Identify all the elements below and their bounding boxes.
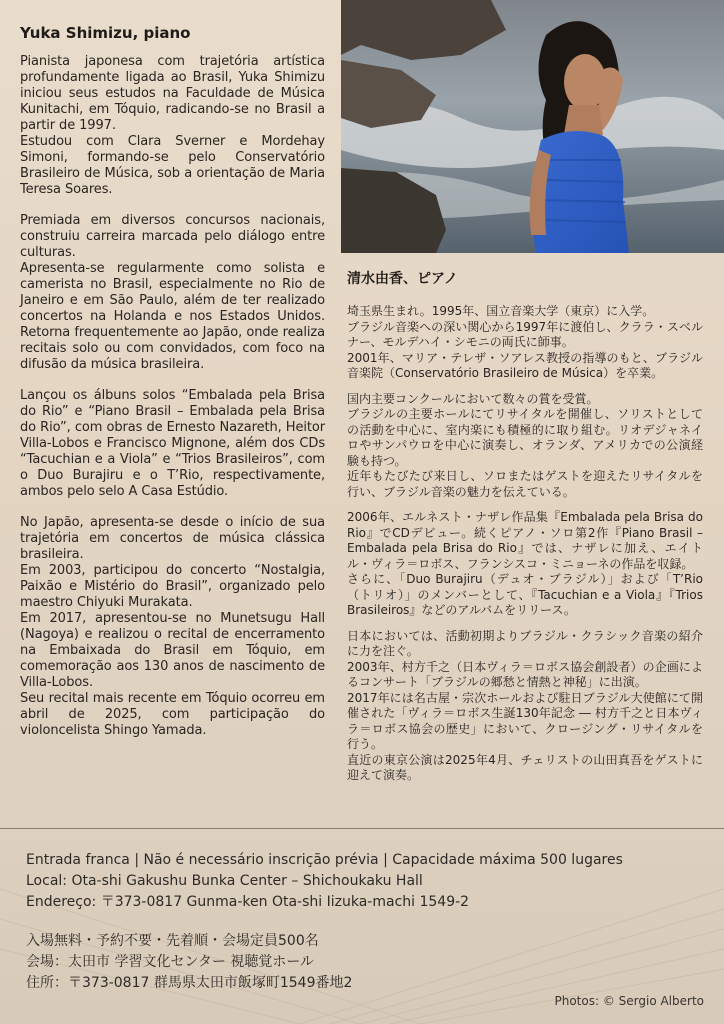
jp-paragraph: 日本においては、活動初期よりブラジル・クラシック音楽の紹介に力を注ぐ。 bbox=[347, 628, 703, 658]
event-info bbox=[26, 850, 706, 994]
pt-address-line: Endereço: 〒373-0817 Gunma-ken Ota-shi Iizuka-machi 1549-2 bbox=[26, 894, 470, 910]
jp-paragraph: さらに、「Duo Burajiru（デュオ・ブラジル）」および「T’Rio（トリオ）」のメンバーとして、『Tacuchian e a Viola』『Trios Brasileiros』などのアルバムをリリース。 bbox=[347, 572, 703, 617]
pt-paragraph: Lançou os álbuns solos “Embalada pela Brisa do Rio” e “Piano Brasil – Embalada pela Brisa do Rio”, com obras de Ernesto Nazareth, Heitor Villa-Lobos e Francisco Mignone, além dos CDs “Tacuchian e a Viola” e “Trios Brasileiros”, com o Duo Burajiru e o T’Rio, respectivamente, ambos pelo selo A Casa Estúdio. bbox=[20, 388, 325, 499]
jp-paragraph: 直近の東京公演は2025年4月、チェリストの山田真吾をゲストに迎えて演奏。 bbox=[347, 752, 703, 782]
jp-bio bbox=[347, 268, 703, 784]
pt-paragraph: Estudou com Clara Sverner e Mordehay Simoni, formando-se pelo Conservatório Brasileiro de Música, sob a orientação de Maria Teresa Soares. bbox=[20, 134, 325, 197]
pt-bio-title: Yuka Shimizu, piano bbox=[20, 24, 191, 42]
jp-venue-line: 会場：太田市 学習文化センター 視聴覚ホール bbox=[26, 954, 315, 970]
pt-paragraph: Seu recital mais recente em Tóquio ocorreu em abril de 2025, com participação do violoncelista Shingo Yamada. bbox=[20, 691, 325, 738]
pianist-photo bbox=[341, 0, 724, 253]
jp-paragraph: ブラジルの主要ホールにてリサイタルを開催し、ソリストとしての活動を中心に、室内楽にも積極的に取り組む。リオデジャネイロやサンパウロを中心に演奏し、オランダ、アメリカでの公演経験も持つ。 bbox=[347, 407, 703, 468]
pt-paragraph: Em 2003, participou do concerto “Nostalgia, Paixão e Mistério do Brasil”, organizado pelo maestro Chiyuki Murakata. bbox=[20, 563, 325, 610]
jp-paragraph: 近年もたびたび来日し、ソロまたはゲストを迎えたリサイタルを行い、ブラジル音楽の魅力を伝えている。 bbox=[347, 469, 703, 499]
jp-paragraph: 2006年、エルネスト・ナザレ作品集『Embalada pela Brisa do Rio』でCDデビュー。続くピアノ・ソロ第2作『Piano Brasil – Embalada pela Brisa do Rio』では、ナザレに加え、エイトル・ヴィラ＝ロボス、フランシスコ・ミニョーネの作品を収録。 bbox=[347, 510, 703, 571]
pt-bio bbox=[20, 24, 325, 739]
jp-paragraph: 2001年、マリア・テレザ・ソアレス教授の指導のもと、ブラジル音楽院（Conservatório Brasileiro de Música）を卒業。 bbox=[347, 350, 703, 380]
pt-paragraph: Premiada em diversos concursos nacionais, construiu carreira marcada pelo diálogo entre culturas. bbox=[20, 213, 325, 260]
pt-venue-line: Local: Ota-shi Gakushu Bunka Center – Shichoukaku Hall bbox=[26, 873, 423, 889]
jp-paragraph: 2017年には名古屋・宗次ホールおよび駐日ブラジル大使館にて開催された「ヴィラ＝ロボス生誕130年記念 ― 村方千之と日本ヴィラ＝ロボス協会の歴史」において、クロージング・リサイタルを行う。 bbox=[347, 690, 703, 751]
jp-bio-title: 清水由香、ピアノ bbox=[347, 271, 458, 287]
pt-paragraph: Apresenta-se regularmente como solista e camerista no Brasil, especialmente no Rio de Janeiro e em São Paulo, além de ter realizado concertos na Holanda e nos Estados Unidos. Retorna frequentemente ao Japão, onde realiza recitais solo ou com convidados, com foco na difusão da música brasileira. bbox=[20, 261, 325, 372]
jp-admission-line: 入場無料・予約不要・先着順・会場定員500名 bbox=[26, 933, 319, 949]
pt-admission-line: Entrada franca | Não é necessário inscrição prévia | Capacidade máxima 500 lugares bbox=[26, 852, 623, 868]
pt-paragraph: Em 2017, apresentou-se no Munetsugu Hall (Nagoya) e realizou o recital de encerramento na Embaixada do Brasil em Tóquio, em comemoração aos 130 anos de nascimento de Villa-Lobos. bbox=[20, 611, 325, 690]
jp-address-line: 住所：〒373-0817 群馬県太田市飯塚町1549番地2 bbox=[26, 975, 353, 991]
photo-credit: Photos: © Sergio Alberto bbox=[554, 994, 704, 1008]
pt-paragraph: No Japão, apresenta-se desde o início de sua trajetória em concertos de música clássica brasileira. bbox=[20, 515, 325, 562]
jp-paragraph: ブラジル音楽への深い関心から1997年に渡伯し、クララ・スベルナー、モルデハイ・シモニの両氏に師事。 bbox=[347, 319, 703, 349]
jp-paragraph: 2003年、村方千之（日本ヴィラ＝ロボス協会創設者）の企画によるコンサート「ブラジルの郷愁と情熱と神秘」に出演。 bbox=[347, 659, 703, 689]
pt-paragraph: Pianista japonesa com trajetória artística profundamente ligada ao Brasil, Yuka Shimizu iniciou seus estudos na Faculdade de Música Kunitachi, em Tóquio, radicando-se no Brasil a partir de 1997. bbox=[20, 54, 325, 133]
jp-paragraph: 埼玉県生まれ。1995年、国立音楽大学（東京）に入学。 bbox=[347, 304, 655, 318]
jp-paragraph: 国内主要コンクールにおいて数々の賞を受賞。 bbox=[347, 391, 599, 406]
